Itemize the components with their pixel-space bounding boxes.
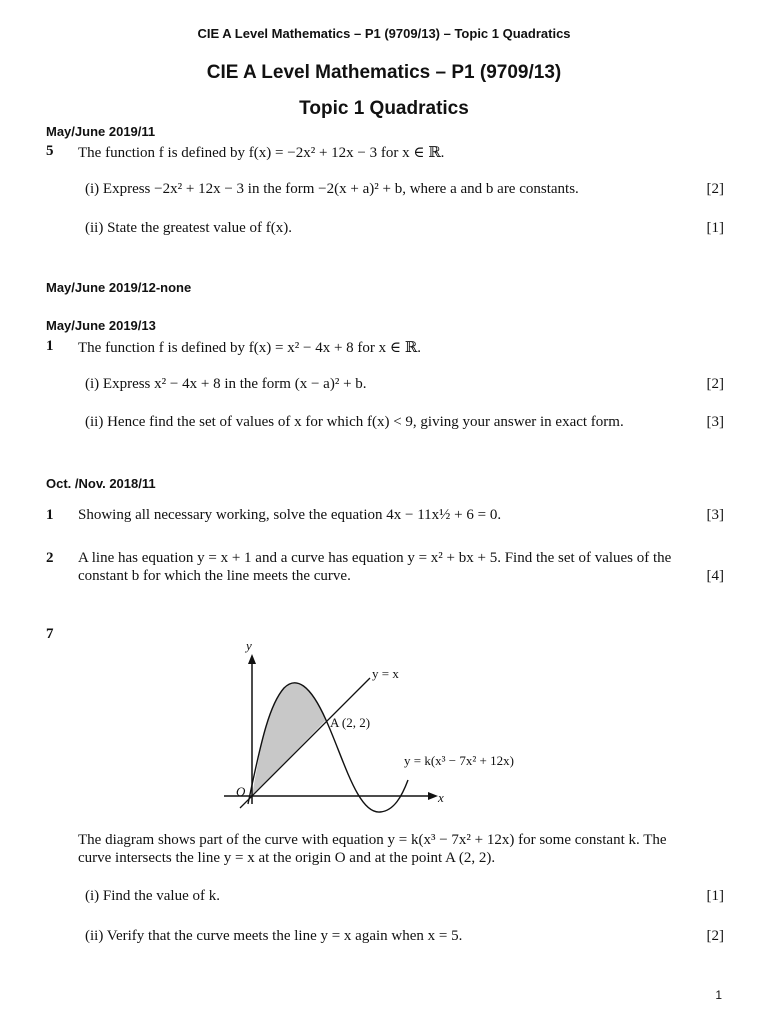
marks-label: [3]: [706, 414, 724, 430]
section-label: Oct. /Nov. 2018/11: [46, 476, 156, 491]
question-number: 2: [46, 550, 54, 566]
question-part: (ii) Verify that the curve meets the line y = x again when x = 5.: [85, 928, 463, 944]
page-subtitle: Topic 1 Quadratics: [299, 98, 469, 119]
marks-label: [4]: [706, 568, 724, 584]
marks-label: [1]: [706, 888, 724, 904]
marks-label: [2]: [706, 376, 724, 392]
origin-label: O: [236, 784, 246, 799]
question-number: 5: [46, 143, 54, 159]
page-number: 1: [715, 988, 722, 1002]
question-part: (ii) Hence find the set of values of x for which f(x) < 9, giving your answer in exact form.: [85, 414, 624, 430]
marks-label: [3]: [706, 507, 724, 523]
question-text: The function f is defined by f(x) = x² − 4x + 8 for x ∈ ℝ.: [78, 340, 421, 356]
x-axis-arrow: [428, 792, 438, 800]
question-text-line: The diagram shows part of the curve with equation y = k(x³ − 7x² + 12x) for some constant k. The: [78, 832, 667, 848]
page-title: CIE A Level Mathematics – P1 (9709/13): [206, 62, 562, 83]
y-axis-arrow: [248, 654, 256, 664]
question-part: (i) Express −2x² + 12x − 3 in the form −2(x + a)² + b, where a and b are constants.: [85, 181, 579, 197]
question-part: (ii) State the greatest value of f(x).: [85, 220, 292, 236]
question-number: 1: [46, 338, 54, 354]
question-number: 1: [46, 507, 54, 523]
marks-label: [2]: [706, 181, 724, 197]
section-label: May/June 2019/12-none: [46, 280, 192, 295]
question-text: The function f is defined by f(x) = −2x² + 12x − 3 for x ∈ ℝ.: [78, 145, 445, 161]
section-label: May/June 2019/13: [46, 318, 156, 333]
question-part: (i) Express x² − 4x + 8 in the form (x − a)² + b.: [85, 376, 367, 392]
y-axis-label: y: [246, 638, 252, 653]
question-part: (i) Find the value of k.: [85, 888, 220, 904]
question-text-line: A line has equation y = x + 1 and a curve has equation y = x² + bx + 5. Find the set of values of the: [78, 550, 672, 566]
question-number: 7: [46, 626, 54, 642]
line-label: y = x: [372, 666, 399, 681]
running-header: CIE A Level Mathematics – P1 (9709/13) – Topic 1 Quadratics: [197, 26, 571, 41]
curve-diagram: [218, 636, 548, 814]
marks-label: [1]: [706, 220, 724, 236]
marks-label: [2]: [706, 928, 724, 944]
question-text: Showing all necessary working, solve the equation 4x − 11x½ + 6 = 0.: [78, 507, 502, 523]
question-text-line: curve intersects the line y = x at the origin O and at the point A (2, 2).: [78, 850, 496, 866]
question-text-line: constant b for which the line meets the curve.: [78, 568, 351, 584]
curve-label: y = k(x³ − 7x² + 12x): [404, 753, 514, 768]
x-axis-label: x: [438, 790, 444, 805]
section-label: May/June 2019/11: [46, 124, 156, 139]
point-a-label: A (2, 2): [330, 715, 371, 730]
